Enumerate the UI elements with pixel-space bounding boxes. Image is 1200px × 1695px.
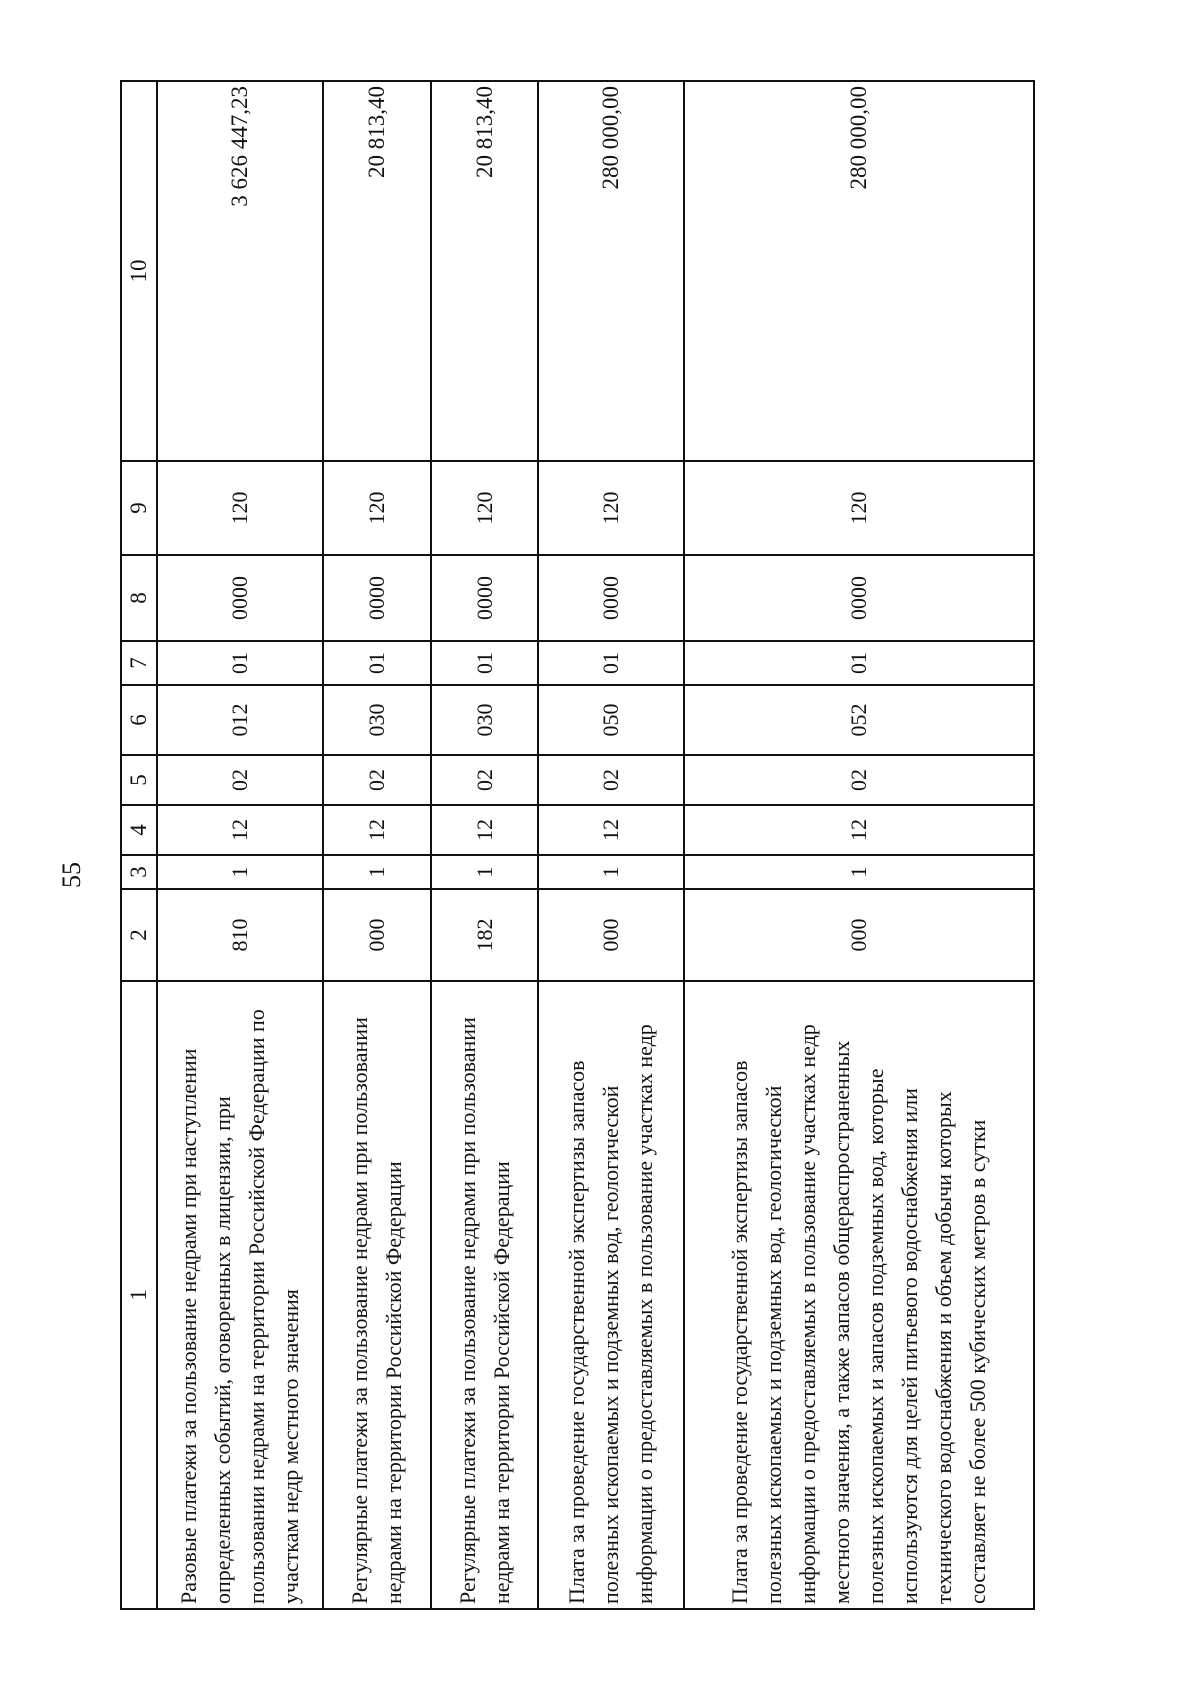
header-col-3: 3 xyxy=(121,855,157,889)
row-amount: 20 813,40 xyxy=(323,81,431,461)
code-element: 01 xyxy=(538,641,683,685)
table-row xyxy=(684,81,1034,1609)
table-row xyxy=(323,81,431,1609)
header-col-6: 6 xyxy=(121,685,157,755)
code-admin: 000 xyxy=(538,889,683,981)
row-description: Регулярные платежи за пользование недрами при пользовании недрами на территории Российской Федерации xyxy=(323,981,431,1609)
header-col-7: 7 xyxy=(121,641,157,685)
header-col-10: 10 xyxy=(121,81,157,461)
row-description: Плата за проведение государственной экспертизы запасов полезных ископаемых и подземных вод, геологической информации о предоставляемых в пользование участках недр местного значения, а также запасов общераспространенных полезных ископаемых и запасов подземных вод, которые используются для целей питьевого водоснабжения или технического водоснабжения и объем добычи которых составляет не более 500 кубических метров в сутки xyxy=(684,981,1034,1609)
header-col-2: 2 xyxy=(121,889,157,981)
code-program: 0000 xyxy=(157,555,323,641)
header-col-8: 8 xyxy=(121,555,157,641)
code-program: 0000 xyxy=(538,555,683,641)
code-group: 1 xyxy=(538,855,683,889)
code-article: 02 xyxy=(157,755,323,805)
code-admin: 182 xyxy=(431,889,539,981)
code-kosgu: 120 xyxy=(684,461,1034,555)
code-subgroup: 12 xyxy=(538,805,683,855)
code-article: 02 xyxy=(538,755,683,805)
header-col-4: 4 xyxy=(121,805,157,855)
code-subgroup: 12 xyxy=(431,805,539,855)
code-kosgu: 120 xyxy=(538,461,683,555)
code-subarticle: 030 xyxy=(323,685,431,755)
code-group: 1 xyxy=(323,855,431,889)
code-element: 01 xyxy=(684,641,1034,685)
code-admin: 810 xyxy=(157,889,323,981)
page-number: 55 xyxy=(57,862,86,888)
table-header-row xyxy=(121,81,157,1609)
code-program: 0000 xyxy=(684,555,1034,641)
header-col-9: 9 xyxy=(121,461,157,555)
code-subarticle: 050 xyxy=(538,685,683,755)
row-amount: 280 000,00 xyxy=(684,81,1034,461)
code-kosgu: 120 xyxy=(431,461,539,555)
row-amount: 280 000,00 xyxy=(538,81,683,461)
header-col-5: 5 xyxy=(121,755,157,805)
code-article: 02 xyxy=(323,755,431,805)
code-subarticle: 030 xyxy=(431,685,539,755)
code-subgroup: 12 xyxy=(684,805,1034,855)
table-row xyxy=(538,81,683,1609)
code-element: 01 xyxy=(323,641,431,685)
row-amount: 3 626 447,23 xyxy=(157,81,323,461)
code-admin: 000 xyxy=(323,889,431,981)
row-description: Регулярные платежи за пользование недрами при пользовании недрами на территории Российской Федерации xyxy=(431,981,539,1609)
row-description: Плата за проведение государственной экспертизы запасов полезных ископаемых и подземных вод, геологической информации о предоставляемых в пользование участках недр xyxy=(538,981,683,1609)
rotated-table-frame xyxy=(120,82,1035,1610)
code-group: 1 xyxy=(157,855,323,889)
code-subarticle: 012 xyxy=(157,685,323,755)
code-element: 01 xyxy=(431,641,539,685)
header-col-1: 1 xyxy=(121,981,157,1609)
code-kosgu: 120 xyxy=(157,461,323,555)
table-row xyxy=(157,81,323,1609)
code-group: 1 xyxy=(431,855,539,889)
code-element: 01 xyxy=(157,641,323,685)
code-subarticle: 052 xyxy=(684,685,1034,755)
code-admin: 000 xyxy=(684,889,1034,981)
code-subgroup: 12 xyxy=(323,805,431,855)
code-article: 02 xyxy=(684,755,1034,805)
code-subgroup: 12 xyxy=(157,805,323,855)
code-article: 02 xyxy=(431,755,539,805)
code-program: 0000 xyxy=(431,555,539,641)
code-group: 1 xyxy=(684,855,1034,889)
code-kosgu: 120 xyxy=(323,461,431,555)
table-row xyxy=(431,81,539,1609)
row-amount: 20 813,40 xyxy=(431,81,539,461)
budget-codes-table xyxy=(120,80,1035,1610)
row-description: Разовые платежи за пользование недрами при наступлении определенных событий, оговоренных в лицензии, при пользовании недрами на территории Российской Федерации по участкам недр местного значения xyxy=(157,981,323,1609)
code-program: 0000 xyxy=(323,555,431,641)
